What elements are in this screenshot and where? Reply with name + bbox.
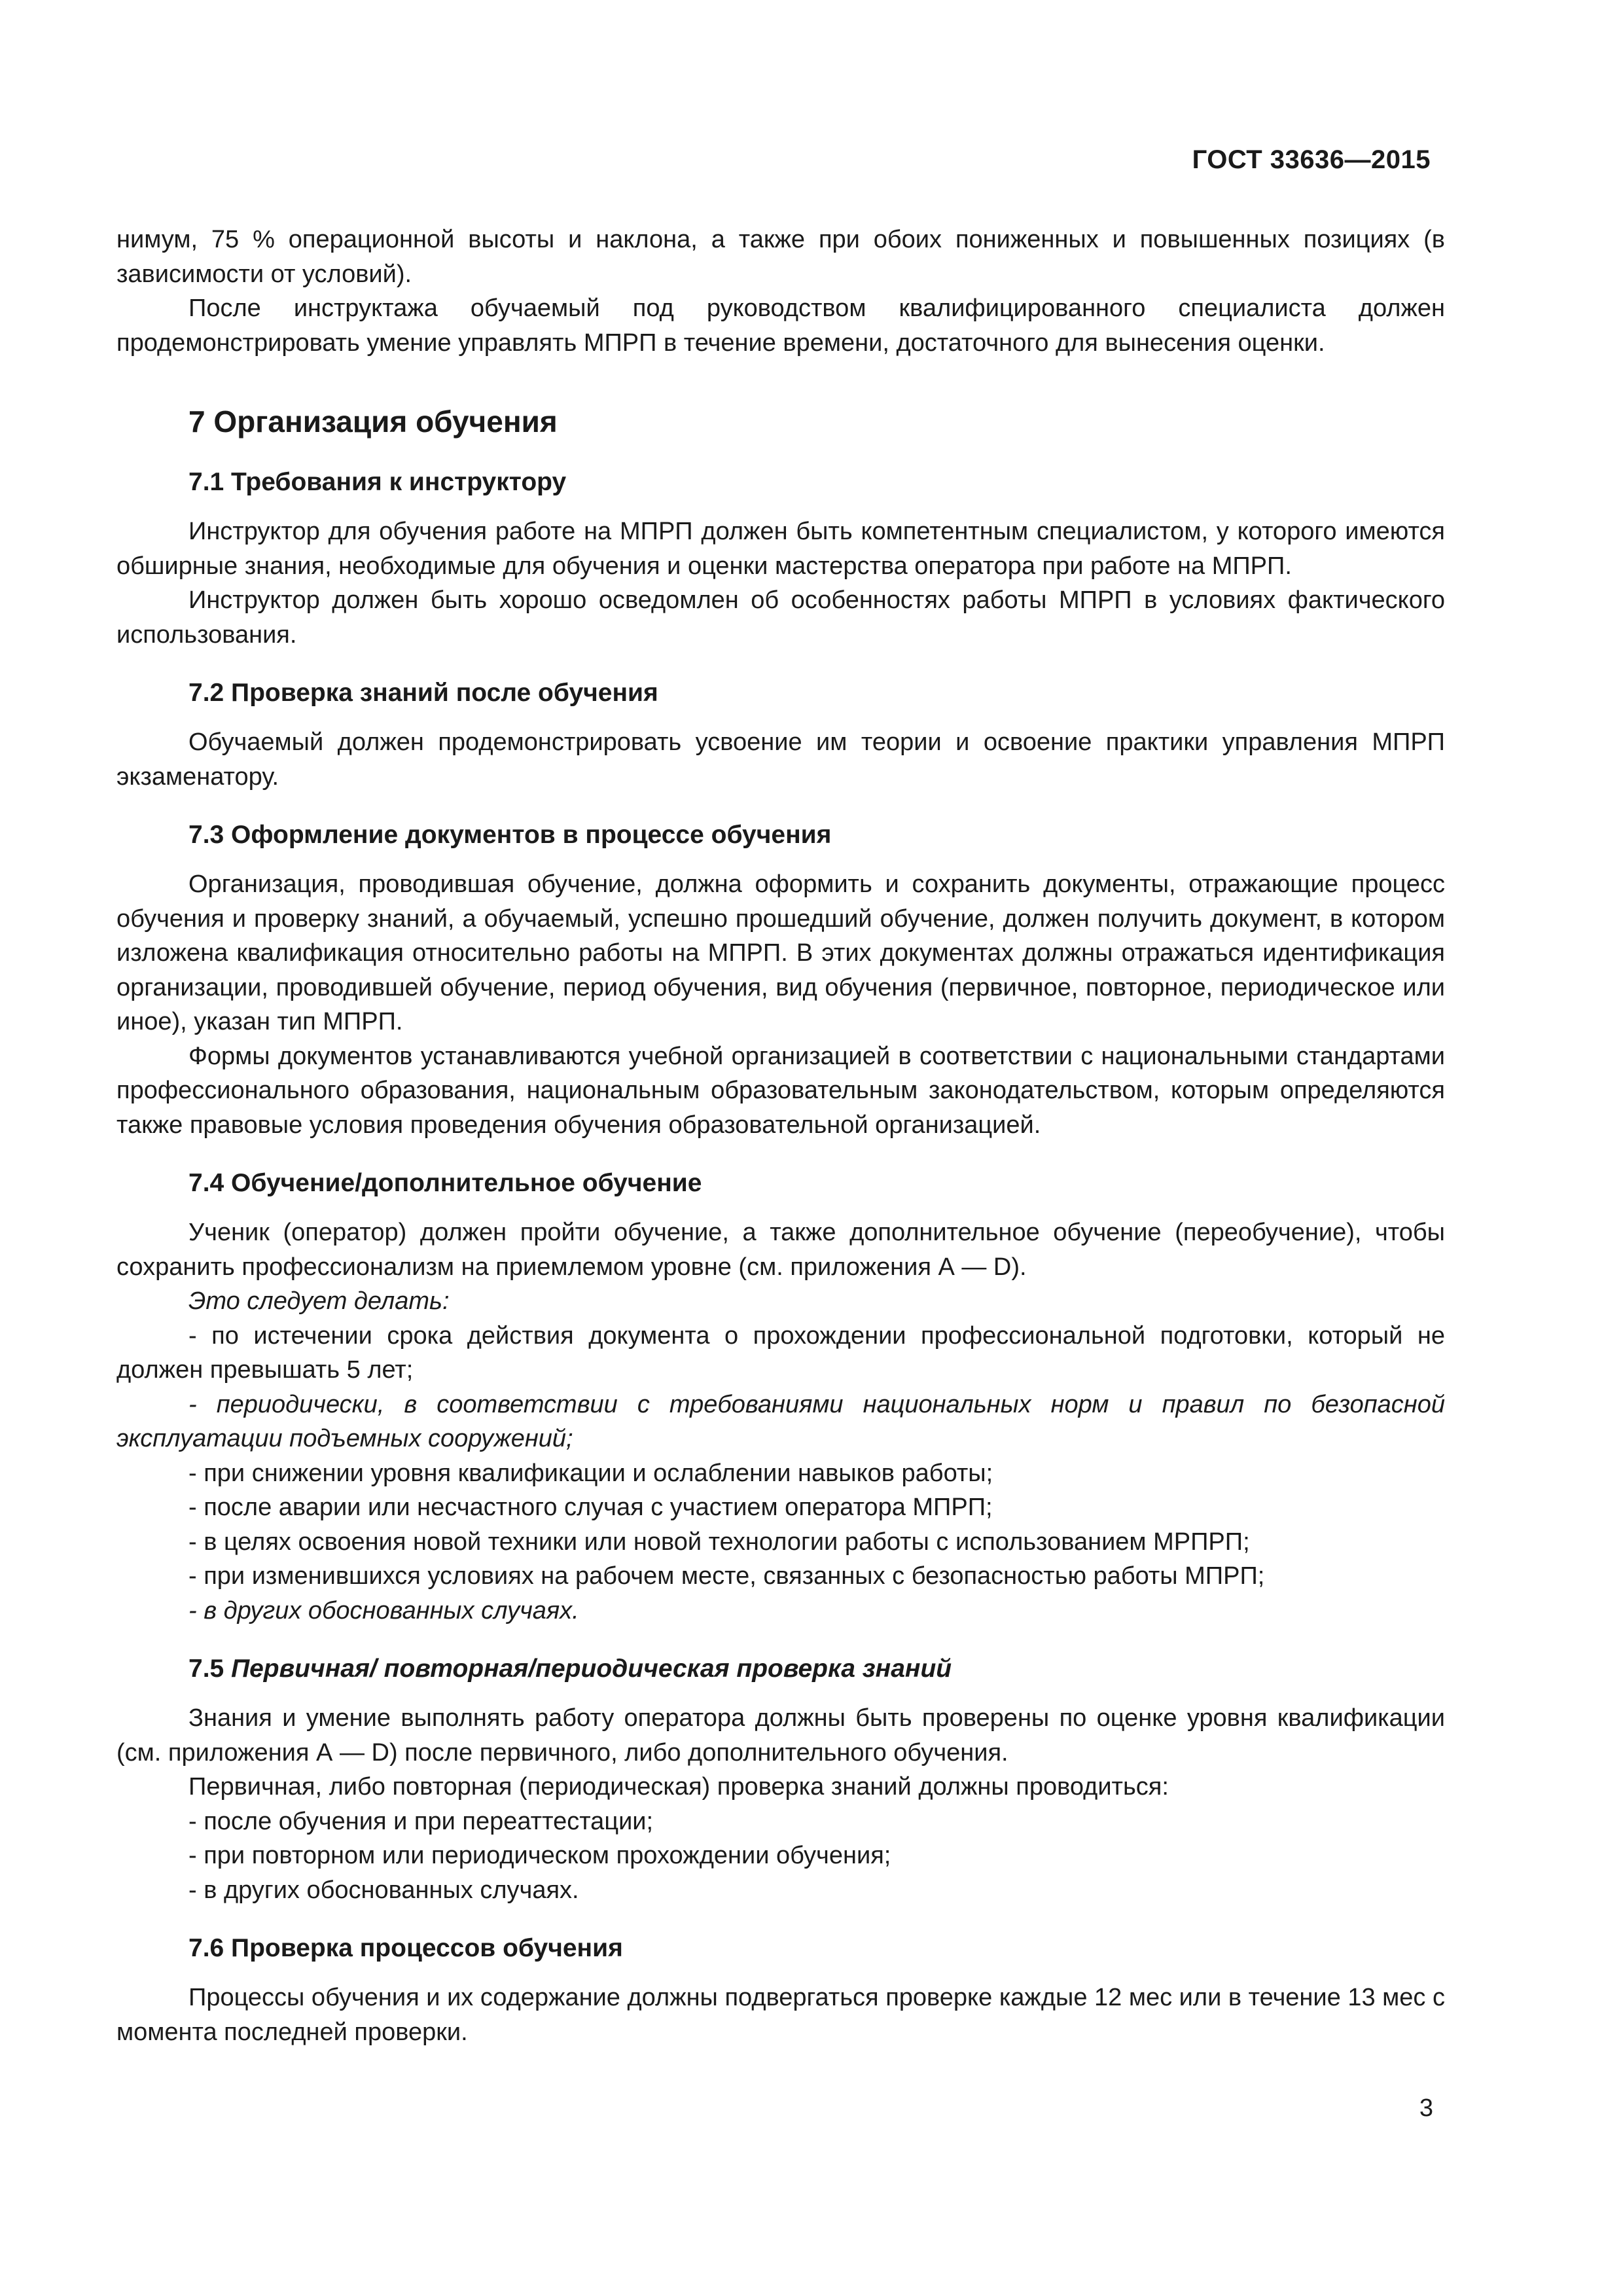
section-7-3-paragraph-2: Формы документов устанавливаются учебной организацией в соответствии с национальными стандартами профессионального образования, национальным образовательным законодательством, которым определяются также правовые условия проведения обучения образовательной организацией. <box>116 1042 1445 1139</box>
intro-paragraph-1: нимум, 75 % операционной высоты и наклона, а также при обоих пониженных и повышенных позициях (в зависимости от условий). <box>116 226 1445 288</box>
section-7-4-list-lead: Это следует делать: <box>188 1287 450 1315</box>
section-7-1-heading: 7.1 Требования к инструктору <box>188 468 567 496</box>
section-7-5-list-item: - после обучения и при переаттестации; <box>188 1807 654 1835</box>
section-7-1-paragraph-2: Инструктор должен быть хорошо осведомлен об особенностях работы МПРП в условиях фактического использования. <box>116 586 1445 649</box>
section-7-5-heading-number: 7.5 <box>188 1655 224 1683</box>
section-7-4-list-item: - периодически, в соответствии с требованиями национальных норм и правил по безопасной эксплуатации подъемных сооружений; <box>116 1390 1445 1452</box>
section-7-2-heading: 7.2 Проверка знаний после обучения <box>188 679 658 707</box>
page-number: 3 <box>1419 2094 1433 2122</box>
section-7-2-paragraph-1: Обучаемый должен продемонстрировать усвоение им теории и освоение практики управления МПРП экзаменатору. <box>116 728 1445 791</box>
section-7-4-list-item: - по истечении срока действия документа о прохождении профессиональной подготовки, который не должен превышать 5 лет; <box>116 1321 1445 1384</box>
section-7-5-heading <box>188 1651 1445 1687</box>
section-7-4-list-item: - при изменившихся условиях на рабочем месте, связанных с безопасностью работы МПРП; <box>188 1562 1265 1590</box>
section-7-4-list-item: - в других обоснованных случаях. <box>188 1596 579 1624</box>
section-7-4-list-item: - после аварии или несчастного случая с участием оператора МПРП; <box>188 1494 993 1521</box>
section-7-5-list-item: - в других обоснованных случаях. <box>188 1876 579 1904</box>
section-7-4-list-item: - в целях освоения новой техники или новой технологии работы с использованием МРПРП; <box>188 1528 1250 1556</box>
section-7-5-paragraph-1: Знания и умение выполнять работу оператора должны быть проверены по оценке уровня квалификации (см. приложения А — D) после первичного, либо дополнительного обучения. <box>116 1704 1445 1767</box>
section-7-3-heading: 7.3 Оформление документов в процессе обучения <box>188 821 832 849</box>
section-7-5-heading-title: Первичная/ повторная/периодическая проверка знаний <box>231 1655 952 1683</box>
document-body <box>116 223 1445 2049</box>
section-7-5-list-item: - при повторном или периодическом прохождении обучения; <box>188 1842 891 1869</box>
section-7-1-paragraph-1: Инструктор для обучения работе на МПРП должен быть компетентным специалистом, у которого имеются обширные знания, необходимые для обучения и оценки мастерства оператора при работе на МПРП. <box>116 518 1445 580</box>
intro-paragraph-2: После инструктажа обучаемый под руководством квалифицированного специалиста должен продемонстрировать умение управлять МПРП в течение времени, достаточного для вынесения оценки. <box>116 295 1445 357</box>
section-7-4-paragraph-1: Ученик (оператор) должен пройти обучение, а также дополнительное обучение (переобучение), чтобы сохранить профессионализм на приемлемом уровне (см. приложения А — D). <box>116 1219 1445 1281</box>
section-7-5-paragraph-2: Первичная, либо повторная (периодическая) проверка знаний должны проводиться: <box>188 1773 1169 1801</box>
section-7-heading: 7 Организация обучения <box>188 404 558 439</box>
document-code: ГОСТ 33636—2015 <box>1192 145 1431 174</box>
section-7-4-list-item: - при снижении уровня квалификации и ослаблении навыков работы; <box>188 1459 993 1487</box>
section-7-3-paragraph-1: Организация, проводившая обучение, должна оформить и сохранить документы, отражающие процесс обучения и проверку знаний, а обучаемый, успешно прошедший обучение, должен получить документ, в котором изложена квалификация относительно работы на МПРП. В этих документах должны отражаться идентификация организации, проводившей обучение, период обучения, вид обучения (первичное, повторное, периодическое или иное), указан тип МПРП. <box>116 870 1445 1035</box>
section-7-4-heading: 7.4 Обучение/дополнительное обучение <box>188 1169 702 1197</box>
section-7-6-paragraph-1: Процессы обучения и их содержание должны подвергаться проверке каждые 12 мес или в течение 13 мес с момента последней проверки. <box>116 1984 1445 2046</box>
section-7-6-heading: 7.6 Проверка процессов обучения <box>188 1934 623 1962</box>
